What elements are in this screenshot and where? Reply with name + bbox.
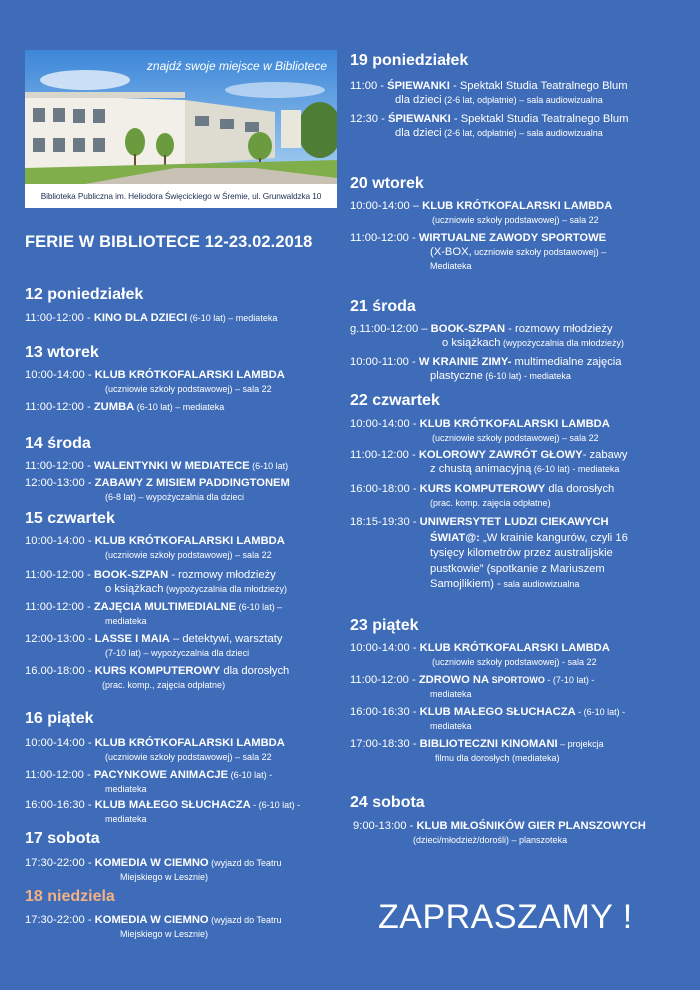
event-details-2: (prac. komp. zajęcia odpłatne) [430,498,551,508]
event-details-2: Miejskiego w Lesznie) [120,872,209,882]
event-details-2: mediateka [105,784,147,794]
event-23-kinomani [350,737,604,765]
event-details: - (6-10 lat) - [250,800,301,810]
event-details: (wyjazd do Teatru [208,858,282,868]
event-details: (6-10 lat) – [236,602,283,612]
event-12-kino [25,311,277,325]
event-name: ZABAWY Z MISIEM PADDINGTONEM [94,477,290,489]
event-details: (6-10 lat) – mediateka [134,402,225,412]
event-details-3: (wypożyczalnia dla młodzieży) [500,338,624,348]
event-details-2: o książkach [442,337,501,349]
event-19-spiewanki-1 [350,79,628,107]
event-name: KURS KOMPUTEROWY [94,665,221,677]
event-details-6: sala audiowizualna [500,579,580,589]
event-details-3: (6-10 lat) - mediateka [482,371,571,381]
event-name: LASSE I MAIA [94,633,170,645]
event-name: WALENTYNKI W MEDIATECE [93,460,250,472]
day-heading-21: 21 środa [350,298,416,315]
event-details-3: (2-6 lat, odpłatnie) – sala audiowizualna [441,128,603,138]
event-details: (uczniowie szkoły podstawowej) – sala 22 [432,433,599,443]
event-time: 11:00 - [350,80,388,92]
event-name: KLUB MAŁEGO SŁUCHACZA [94,799,251,811]
event-time: 11:00-12:00 - [25,401,94,413]
event-name: BIBLIOTECZNI KINOMANI [419,738,558,750]
library-photo [25,50,337,208]
photo-slogan: znajdź swoje miejsce w Bibliotece [146,59,327,73]
event-details: – detektywi, warsztaty [169,633,283,645]
event-name: KLUB KRÓTKOFALARSKI LAMBDA [94,737,285,749]
event-details: - zabawy [582,449,628,461]
event-16-pacynkowe [25,768,272,796]
event-details-2: mediateka [430,721,472,731]
event-details: - (6-10 lat) - [575,707,626,717]
event-time: 11:00-12:00 - [350,449,419,461]
event-name: WIRTUALNE ZAWODY SPORTOWE [418,232,607,244]
event-time: 10:00-11:00 - [350,356,419,368]
event-details: (dzieci/młodzież/dorośli) – planszoteka [413,835,568,845]
event-details: – projekcja [557,739,604,749]
event-name: KOMEDIA W CIEMNO [94,857,209,869]
event-18-komedia [25,913,282,941]
event-21-kraina-zimy [350,355,622,383]
event-details: (uczniowie szkoły podstawowej) - sala 22 [432,657,597,667]
event-details: - (7-10 lat) - [544,675,595,685]
day-heading-23: 23 piątek [350,617,419,634]
event-time: 17:30-22:00 - [25,857,95,869]
event-14-paddington [25,476,290,504]
event-details: (6-10 lat) – mediateka [187,313,278,323]
page-title: FERIE W BIBLIOTECE 12-23.02.2018 [25,233,313,251]
day-heading-18: 18 niedziela [25,888,115,905]
event-details-3: (wypożyczalnia dla młodzieży) [163,584,287,594]
event-details: multimedialne zajęcia [511,356,622,368]
event-details: (6-8 lat) – wypożyczalnia dla dzieci [105,492,245,502]
event-details: (uczniowie szkoły podstawowej) – sala 22 [105,550,272,560]
event-details-3: Mediateka [430,261,472,271]
event-details: (wyjazd do Teatru [208,915,282,925]
event-time: 12:00-13:00 - [25,633,95,645]
event-details-2: o książkach [105,583,164,595]
event-details-3: (6-10 lat) - mediateka [531,464,620,474]
event-name: ZUMBA [93,401,135,413]
day-heading-14: 14 środa [25,435,91,452]
event-details-2: z chustą animacyjną [430,463,532,475]
event-20-lambda [350,199,612,227]
event-details-2: filmu dla dorosłych (mediateka) [435,753,560,763]
event-time: 11:00-12:00 - [350,674,419,686]
event-name: KLUB KRÓTKOFALARSKI LAMBDA [419,418,610,430]
event-time: 17:00-18:30 - [350,738,420,750]
invitation-footer: ZAPRASZAMY ! [378,898,633,936]
day-heading-12: 12 poniedziałek [25,286,144,303]
event-name: KOLOROWY ZAWRÓT GŁOWY [418,449,583,461]
event-16-sluchacz [25,798,300,826]
event-time: 16:00-16:30 - [25,799,95,811]
photo-caption: Biblioteka Publiczna im. Heliodora Święcickiego w Śremie, ul. Grunwaldzka 10 [25,184,337,208]
event-21-bookszpan [350,322,624,350]
event-name: KLUB MIŁOŚNIKÓW GIER PLANSZOWYCH [416,820,646,832]
day-heading-22: 22 czwartek [350,392,440,409]
event-name: KLUB KRÓTKOFALARSKI LAMBDA [94,535,285,547]
event-time: 10:00-14:00 - [25,737,95,749]
event-details: - rozmowy młodzieży [168,569,276,581]
event-16-lambda [25,736,285,764]
event-17-komedia [25,856,282,884]
event-time: 10:00-14:00 – [350,200,423,212]
event-22-kurs [350,482,614,510]
event-details-5: Samojlikiem) - [430,578,501,590]
event-details-3: (2-6 lat, odpłatnie) – sala audiowizualna [441,95,603,105]
event-details: ŚWIAT@: [430,531,480,544]
event-details-2: dla dzieci [395,94,442,106]
event-name: PACYNKOWE ANIMACJE [93,769,229,781]
event-time: 18:15-19:30 - [350,516,420,528]
event-name: KLUB MAŁEGO SŁUCHACZA [419,706,576,718]
event-details-2: plastyczne [430,370,483,382]
event-name: ŚPIEWANKI [387,80,450,92]
event-name-2: SPORTOWO [489,675,545,685]
event-details-2: „W krainie kangurów, czyli 16 [479,531,628,544]
event-15-bookszpan [25,568,287,596]
event-details-2: mediateka [105,814,147,824]
event-time: g.11:00-12:00 – [350,323,431,335]
event-time: 11:00-12:00 - [25,769,94,781]
event-name: ZDROWO NA [418,674,490,686]
event-name: BOOK-SZPAN [93,569,169,581]
event-details: (uczniowie szkoły podstawowej) – sala 22 [432,215,599,225]
event-name: KOMEDIA W CIEMNO [94,914,209,926]
day-heading-19: 19 poniedziałek [350,52,469,69]
day-heading-13: 13 wtorek [25,344,99,361]
event-15-multimedialne [25,600,282,628]
event-name: KURS KOMPUTEROWY [419,483,546,495]
event-23-zdrowo [350,673,594,701]
event-14-walentynki [25,459,288,473]
event-name: KLUB KRÓTKOFALARSKI LAMBDA [419,642,610,654]
event-22-uniwersytet [350,515,628,593]
event-23-lambda [350,641,610,669]
event-details-2: mediateka [105,616,147,626]
event-details: (X-BOX, [430,246,472,258]
event-time: 11:00-12:00 - [25,601,94,613]
event-22-kolorowy [350,448,628,476]
event-time: 11:00-12:00 - [350,232,419,244]
event-details: - rozmowy młodzieży [505,323,613,335]
event-details: (6-10 lat) - [228,770,273,780]
event-time: 10:00-14:00 - [350,418,420,430]
event-details: dla dorosłych [545,483,615,495]
event-details: dla dorosłych [220,665,290,677]
event-time: 16:00-16:30 - [350,706,420,718]
event-time: 17:30-22:00 - [25,914,95,926]
event-details: - Spektakl Studia Teatralnego Blum [450,113,629,125]
event-name: KLUB KRÓTKOFALARSKI LAMBDA [94,369,285,381]
day-heading-17: 17 sobota [25,830,100,847]
event-15-lambda [25,534,285,562]
event-time: 10:00-14:00 - [25,369,95,381]
event-time: 16:00-18:00 - [350,483,420,495]
day-heading-24: 24 sobota [350,794,425,811]
event-details: (uczniowie szkoły podstawowej) – sala 22 [105,384,272,394]
event-name: W KRAINIE ZIMY- [418,356,512,368]
event-20-wirtualne [350,231,606,273]
event-details-2: dla dzieci [395,127,442,139]
event-details-2: uczniowie szkoły podstawowej) – [471,247,607,257]
event-15-lasse [25,632,282,660]
event-time: 12:00-13:00 - [25,477,95,489]
event-time: 11:00-12:00 - [25,312,94,324]
day-heading-20: 20 wtorek [350,175,424,192]
event-details-2: Miejskiego w Lesznie) [120,929,209,939]
event-details-4: pustkowie” (spotkanie z Mariuszem [430,562,605,575]
event-time: 10:00-14:00 - [350,642,420,654]
event-name: KINO DLA DZIECI [93,312,188,324]
event-13-lambda [25,368,285,396]
event-23-sluchacz [350,705,625,733]
event-name: KLUB KRÓTKOFALARSKI LAMBDA [422,200,613,212]
event-details-2: (7-10 lat) – wypożyczalnia dla dzieci [105,648,250,658]
event-name: ZAJĘCIA MULTIMEDIALNE [93,601,237,613]
event-details-2: (prac. komp., zajęcia odpłatne) [102,680,226,690]
event-time: 9:00-13:00 - [353,820,417,832]
event-name: ŚPIEWANKI [387,113,451,125]
event-15-kurs [25,664,289,692]
event-19-spiewanki-2 [350,112,628,140]
event-name: UNIWERSYTET LUDZI CIEKAWYCH [419,516,609,528]
event-time: 16.00-18:00 - [25,665,95,677]
event-time: 11:00-12:00 - [25,460,94,472]
event-details: (uczniowie szkoły podstawowej) – sala 22 [105,752,272,762]
event-details: (6-10 lat) [249,461,289,471]
event-name: BOOK-SZPAN [430,323,506,335]
event-time: 12:30 - [350,113,388,125]
event-13-zumba [25,400,224,414]
event-22-lambda [350,417,610,445]
event-24-gry [353,819,646,847]
event-details: - Spektakl Studia Teatralnego Blum [449,80,628,92]
day-heading-16: 16 piątek [25,710,94,727]
event-time: 11:00-12:00 - [25,569,94,581]
event-time: 10:00-14:00 - [25,535,95,547]
day-heading-15: 15 czwartek [25,510,115,527]
event-details-2: mediateka [430,689,472,699]
event-details-3: tysięcy kilometrów przez australijskie [430,547,613,559]
